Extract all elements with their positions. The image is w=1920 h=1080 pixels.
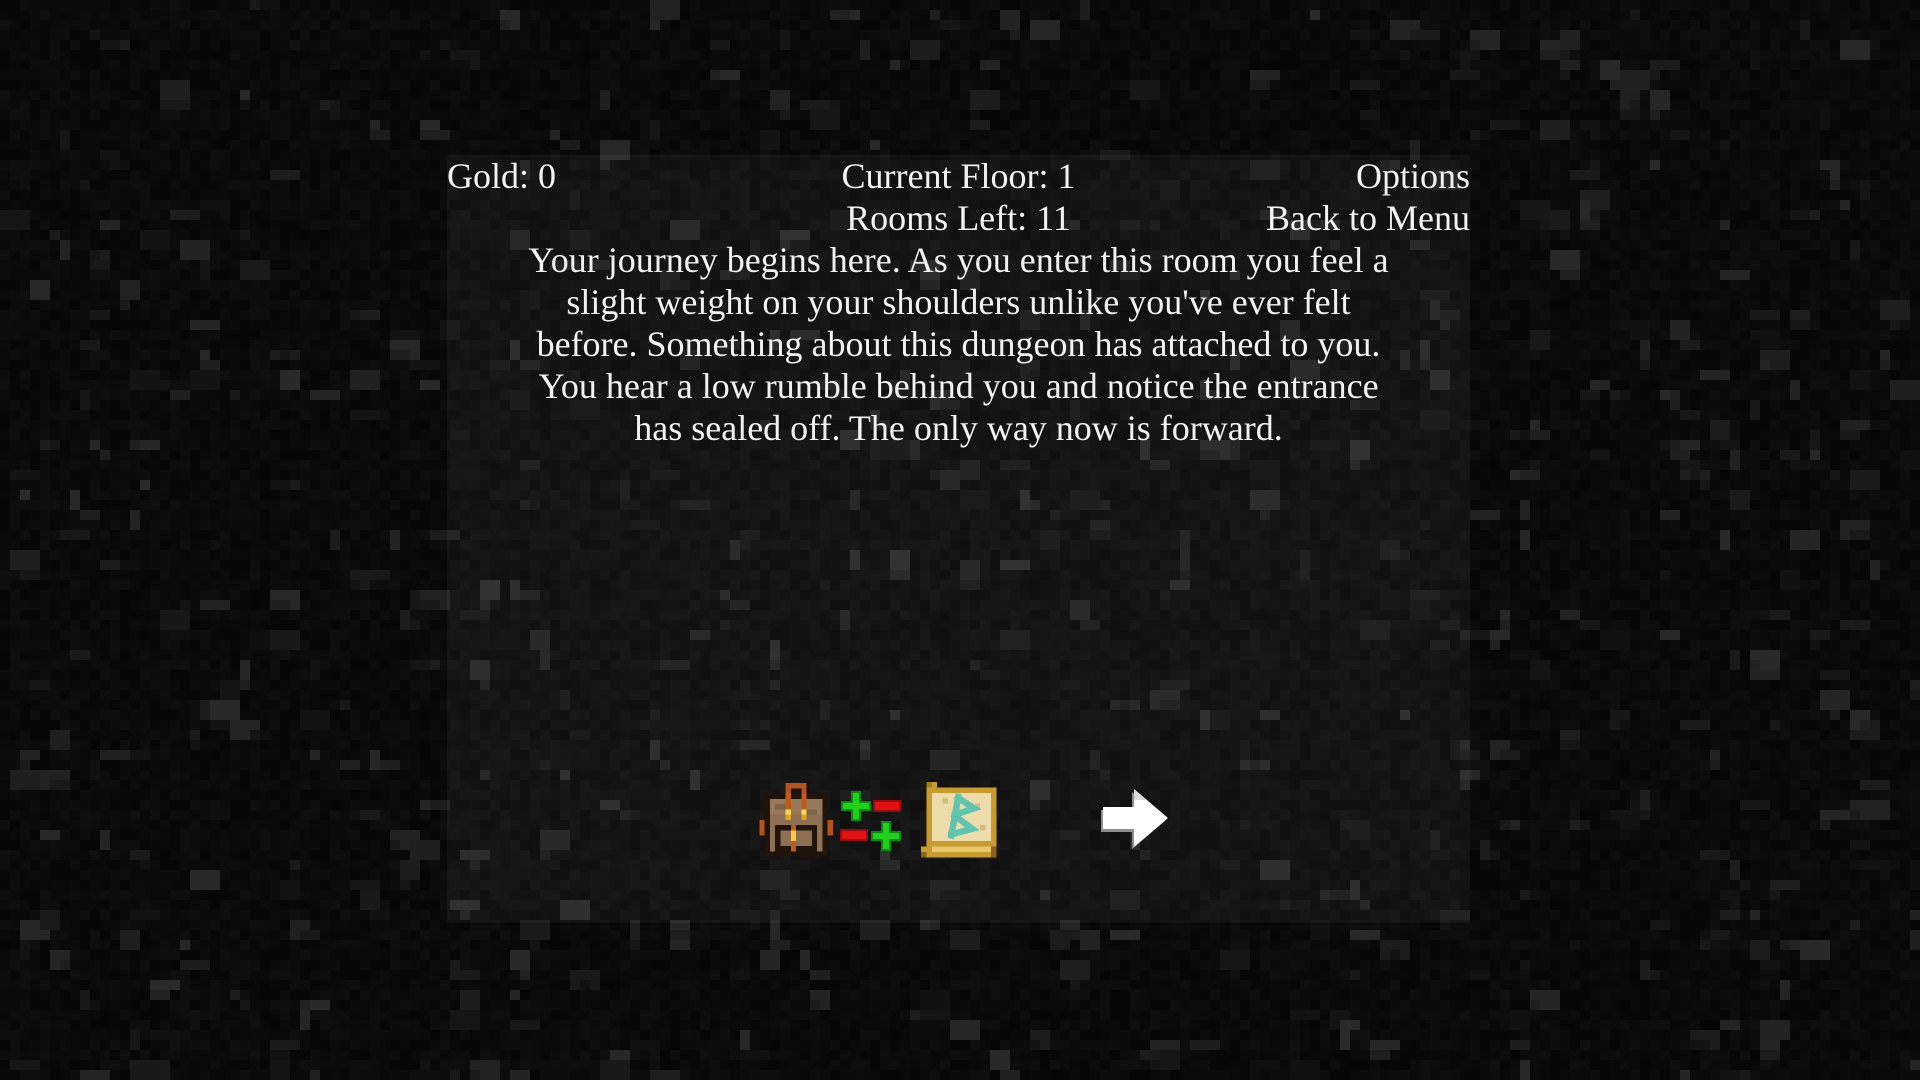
options-button[interactable]: Options	[1355, 156, 1470, 196]
room-panel	[447, 155, 1470, 923]
backpack-icon[interactable]	[754, 782, 838, 868]
gold-counter: Gold: 0	[447, 156, 557, 196]
current-floor-label: Current Floor: 1	[841, 156, 1076, 196]
room-description	[447, 239, 1470, 449]
room-description-line: has sealed off. The only way now is forward.	[634, 408, 1283, 448]
back-to-menu-button[interactable]: Back to Menu	[1266, 198, 1470, 238]
rooms-left-label: Rooms Left: 11	[846, 198, 1071, 238]
room-description-line: before. Something about this dungeon has attached to you.	[536, 324, 1381, 364]
room-description-line: You hear a low rumble behind you and notice the entrance	[538, 366, 1379, 406]
forward-arrow-icon[interactable]	[1101, 788, 1169, 850]
hud-row-top	[447, 155, 1470, 197]
room-description-line: slight weight on your shoulders unlike you've ever felt	[566, 282, 1351, 322]
room-description-line: Your journey begins here. As you enter this room you feel a	[528, 240, 1389, 280]
plus-minus-stats-icon[interactable]	[838, 790, 904, 852]
rune-scroll-icon[interactable]	[921, 782, 1007, 868]
hud-row-bottom	[447, 197, 1470, 239]
